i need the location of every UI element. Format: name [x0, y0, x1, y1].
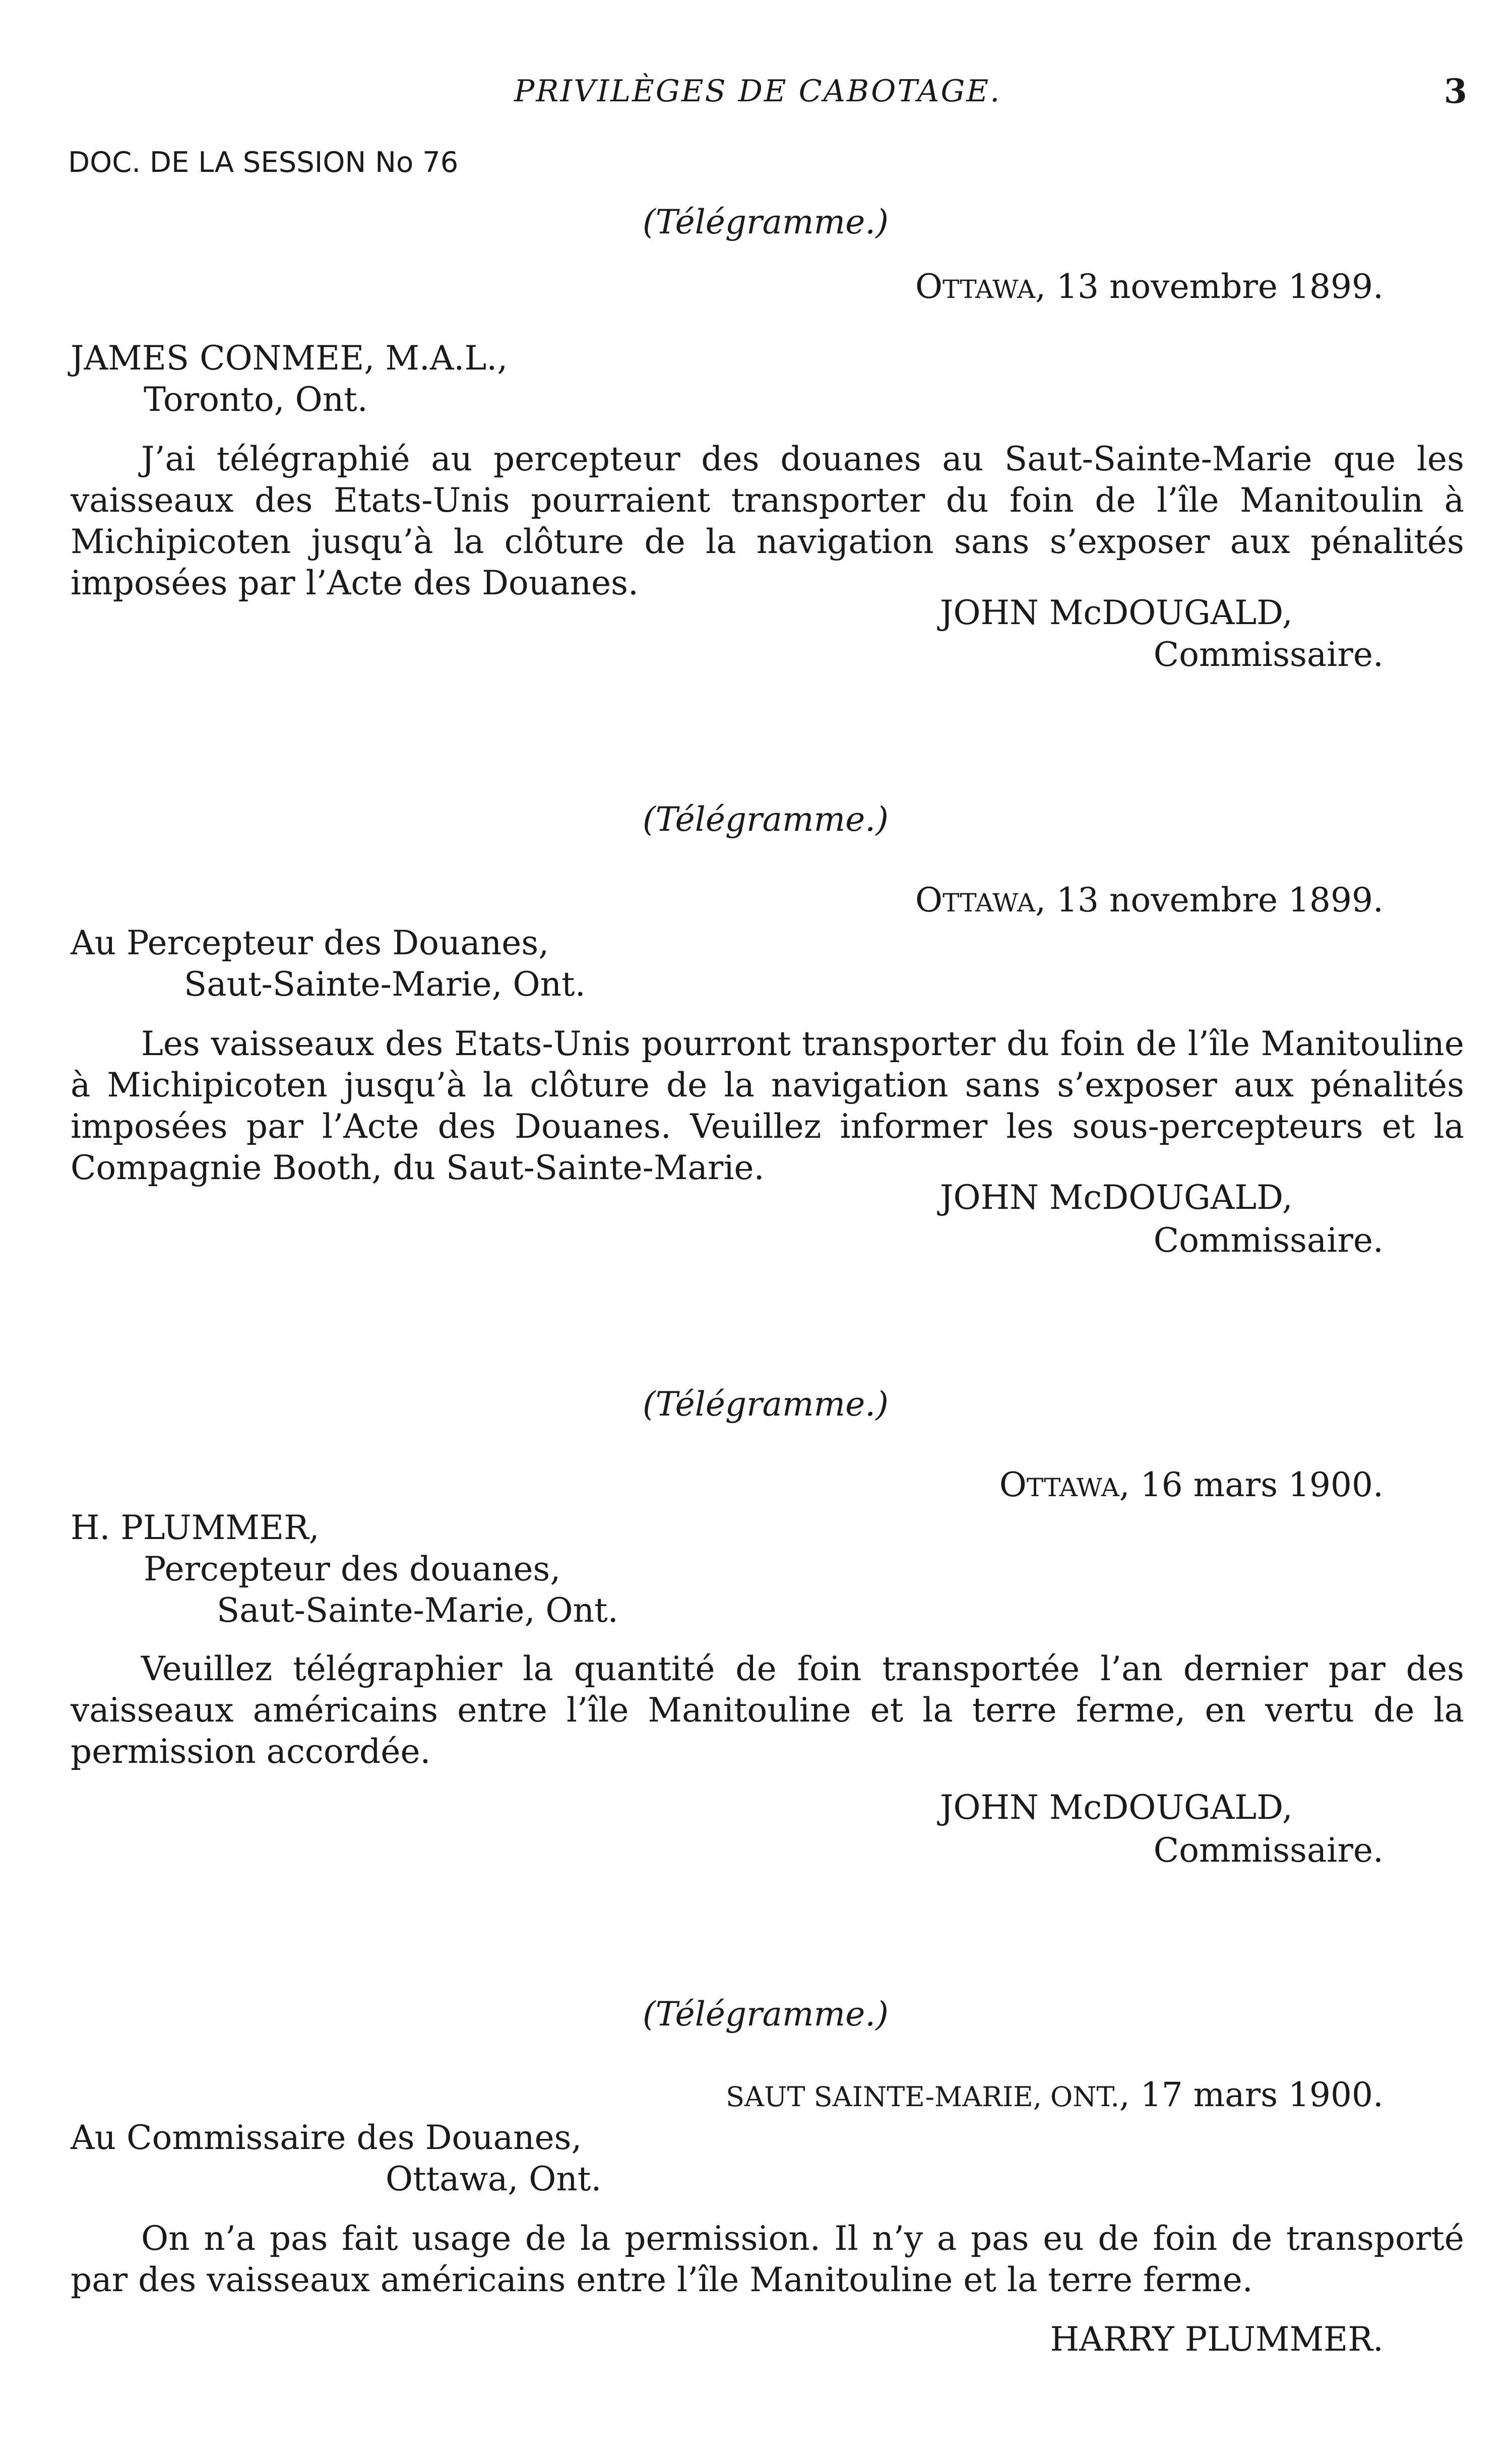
telegram-heading: (Télégramme.) — [643, 800, 889, 839]
dateline-date: , 13 novembre 1899. — [1035, 267, 1383, 306]
signature: JOHN McDOUGALD, — [940, 1788, 1293, 1827]
addressee-location: Saut-Sainte-Marie, Ont. — [184, 965, 586, 1004]
dateline-date: , 16 mars 1900. — [1119, 1465, 1383, 1504]
telegram-heading: (Télégramme.) — [643, 1385, 889, 1424]
telegram-body: J’ai télégraphié au percepteur des douanes au Saut-Sainte-Marie que les vaisseaux des Etats-Unis pourraient transporter du foin de l’île Manitoulin à Michipicoten jusqu’à la clôture de la navigation sans s’exposer aux pénalités imposées par l’Acte des Douanes. — [71, 440, 1464, 602]
dateline-place-initial: O — [999, 1465, 1027, 1504]
addressee-name: H. PLUMMER, — [71, 1508, 320, 1547]
dateline — [915, 880, 1383, 924]
addressee-name: Au Percepteur des Douanes, — [71, 924, 549, 962]
telegram-heading: (Télégramme.) — [643, 203, 889, 241]
dateline — [999, 1464, 1383, 1508]
telegram-body: Les vaisseaux des Etats-Unis pourront transporter du foin de l’île Manitouline à Michipicoten jusqu’à la clôture de la navigation sans s’exposer aux pénalités imposées par l’Acte des Douanes. Veuillez informer les sous-percepteurs et la Compagnie Booth, du Saut-Sainte-Marie. — [71, 1024, 1464, 1187]
page-number: 3 — [1444, 72, 1467, 111]
dateline-place: TTAWA — [1026, 1473, 1119, 1502]
signature: HARRY PLUMMER. — [1050, 2320, 1383, 2359]
dateline-date: , 13 novembre 1899. — [1035, 881, 1383, 919]
signature: JOHN McDOUGALD, — [940, 1178, 1293, 1217]
telegram-body: On n’a pas fait usage de la permission. Il n’y a pas eu de foin de transporté par des vaisseaux américains entre l’île Manitouline et la terre ferme. — [71, 2219, 1464, 2299]
addressee-location: Ottawa, Ont. — [386, 2160, 602, 2198]
running-title: PRIVILÈGES DE CABOTAGE. — [514, 74, 1001, 109]
addressee-role: Percepteur des douanes, — [144, 1550, 561, 1588]
dateline-place: TTAWA — [942, 275, 1036, 304]
dateline — [726, 2074, 1383, 2118]
telegram-body: Veuillez télégraphier la quantité de foin transportée l’an dernier par des vaisseaux américains entre l’île Manitouline et la terre ferme, en vertu de la permission accordée. — [71, 1649, 1464, 1771]
telegram-heading: (Télégramme.) — [643, 1995, 889, 2034]
signature: JOHN McDOUGALD, — [940, 593, 1293, 632]
addressee-location: Toronto, Ont. — [144, 380, 368, 419]
dateline-date: , 17 mars 1900. — [1119, 2075, 1383, 2114]
signatory-title: Commissaire. — [1153, 635, 1383, 674]
dateline — [915, 266, 1383, 310]
dateline-place: SAUT SAINTE-MARIE, ONT. — [726, 2081, 1119, 2113]
addressee-location: Saut-Sainte-Marie, Ont. — [217, 1591, 618, 1630]
dateline-place-initial: O — [915, 267, 943, 306]
dateline-place: TTAWA — [942, 888, 1036, 917]
signatory-title: Commissaire. — [1153, 1831, 1383, 1870]
session-doc-label: DOC. DE LA SESSION No 76 — [68, 146, 459, 179]
addressee-name: JAMES CONMEE, M.A.L., — [71, 339, 508, 378]
addressee-name: Au Commissaire des Douanes, — [71, 2118, 582, 2157]
dateline-place-initial: O — [915, 881, 943, 919]
signatory-title: Commissaire. — [1153, 1221, 1383, 1260]
